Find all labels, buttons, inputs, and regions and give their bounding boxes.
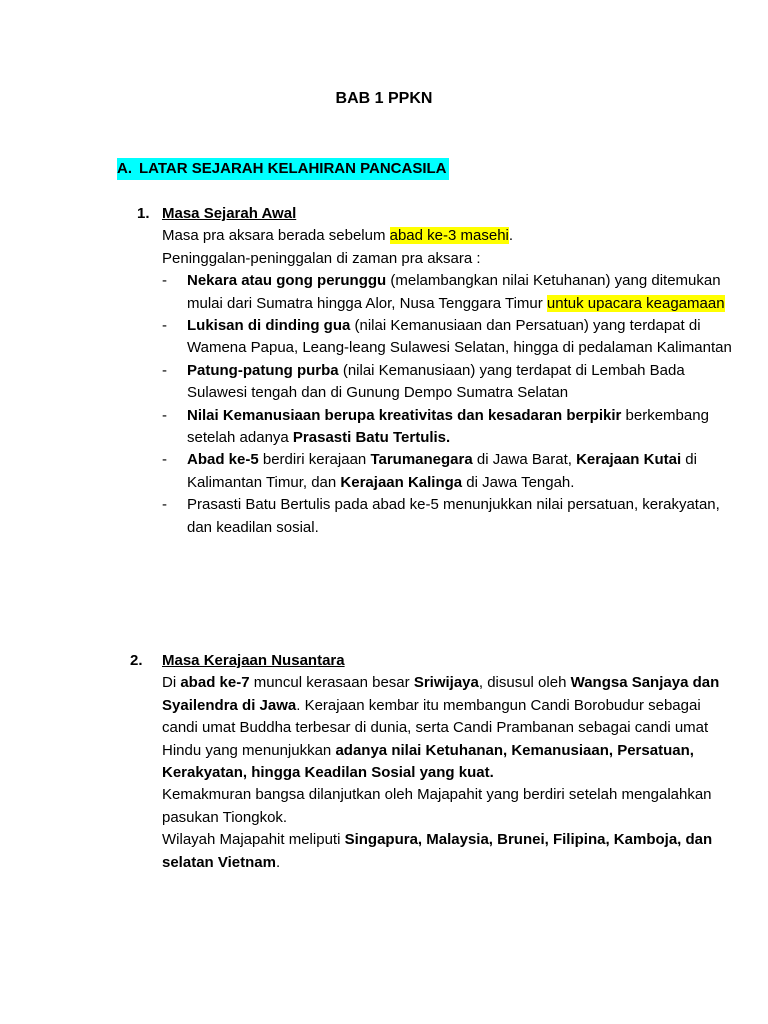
text-span: . bbox=[275, 853, 281, 871]
text-span: di Jawa Barat, bbox=[472, 451, 577, 469]
list-item: - Nekara atau gong perunggu (melambangkan nilai Ketuhanan) yang ditemukan mulai dari Sumatra hingga Alor, Nusa Tenggara Timur untuk upacara keagamaan bbox=[162, 272, 725, 312]
item-masa-kerajaan-nusantara bbox=[130, 650, 740, 874]
text-span: berdiri kerajaan bbox=[258, 451, 371, 469]
bold-text: Prasasti Batu Tertulis. bbox=[292, 429, 451, 447]
list-item: - Patung-patung purba (nilai Kemanusiaan) yang terdapat di Lembah Bada Sulawesi tengah dan di Gunung Dempo Sumatra Selatan bbox=[162, 361, 685, 402]
bold-text: Wangsa Sanjaya dan Syailendra di Jawa bbox=[162, 674, 720, 714]
bold-text: Abad ke-5 bbox=[187, 451, 259, 469]
text-span: (melambangkan nilai Ketuhanan) yang ditemukan mulai dari Sumatra hingga Alor, Nusa Tenggara Timur bbox=[187, 272, 721, 312]
bold-text: adanya nilai Ketuhanan, Kemanusiaan, Persatuan, Kerakyatan, hingga Keadilan Sosial yang kuat. bbox=[162, 741, 694, 782]
bold-text: Nekara atau gong perunggu bbox=[187, 272, 387, 290]
bold-text: Kerajaan Kutai bbox=[576, 451, 682, 469]
item-number: 1. bbox=[137, 205, 150, 222]
bold-text: Singapura, Malaysia, Brunei, Filipina, Kamboja, dan selatan Vietnam bbox=[162, 831, 713, 871]
bold-text: Lukisan di dinding gua bbox=[187, 317, 351, 335]
text-span: . bbox=[508, 227, 514, 245]
list-item: - Abad ke-5 berdiri kerajaan Tarumanegara di Jawa Barat, Kerajaan Kutai di Kalimantan Timur, dan Kerajaan Kalinga di Jawa Tengah. bbox=[162, 451, 697, 491]
list-item: - Prasasti Batu Bertulis pada abad ke-5 menunjukkan nilai persatuan, kerakyatan, dan keadilan sosial. bbox=[162, 496, 720, 536]
highlighted-text: abad ke-3 masehi bbox=[389, 227, 509, 245]
paragraph bbox=[162, 225, 737, 247]
text-span: Masa pra aksara berada sebelum bbox=[162, 227, 390, 245]
bold-text: Patung-patung purba bbox=[187, 361, 339, 379]
text-span: Prasasti Batu Bertulis pada abad ke-5 menunjukkan nilai persatuan, kerakyatan, dan keadilan sosial. bbox=[187, 496, 720, 536]
bullet-list bbox=[162, 270, 737, 539]
text-span: berkembang setelah adanya bbox=[187, 406, 709, 447]
paragraph bbox=[162, 672, 740, 784]
section-title: LATAR SEJARAH KELAHIRAN PANCASILA bbox=[139, 160, 447, 177]
text-span: muncul kerasaan besar bbox=[249, 674, 414, 692]
paragraph bbox=[162, 829, 740, 874]
text-span: Di bbox=[162, 674, 181, 692]
bold-text: Sriwijaya bbox=[413, 674, 479, 692]
text-span: . Kerajaan kembar itu membangun Candi Borobudur sebagai candi umat Buddha terbesar di dunia, serta Candi Prambanan sebagai candi umat Hindu yang menunjukkan bbox=[162, 696, 709, 759]
bold-text: abad ke-7 bbox=[180, 674, 250, 692]
item-title: Masa Sejarah Awal bbox=[162, 205, 297, 222]
paragraph: Peninggalan-peninggalan di zaman pra aksara : bbox=[162, 249, 481, 267]
text-span: di Jawa Tengah. bbox=[462, 473, 575, 491]
text-span: Wilayah Majapahit meliputi bbox=[162, 831, 345, 849]
bold-text: Tarumanegara bbox=[370, 451, 473, 469]
text-span: (nilai Kemanusiaan dan Persatuan) yang terdapat di Wamena Papua, Leang-leang Sulawesi Selatan, hingga di pedalaman Kalimantan bbox=[187, 317, 732, 357]
bold-text: Nilai Kemanusiaan berupa kreativitas dan kesadaran berpikir bbox=[187, 406, 622, 424]
paragraph: Kemakmuran bangsa dilanjutkan oleh Majapahit yang berdiri setelah mengalahkan pasukan Tiongkok. bbox=[162, 786, 712, 826]
text-span: (nilai Kemanusiaan) yang terdapat di Lembah Bada Sulawesi tengah dan di Gunung Dempo Sumatra Selatan bbox=[187, 361, 685, 402]
item-title: Masa Kerajaan Nusantara bbox=[162, 652, 345, 669]
section-letter: A. bbox=[117, 160, 132, 177]
bold-text: Kerajaan Kalinga bbox=[340, 473, 463, 491]
item-masa-sejarah-awal bbox=[137, 203, 737, 539]
text-span: , disusul oleh bbox=[478, 674, 571, 692]
item-number: 2. bbox=[130, 652, 143, 669]
list-item: - Lukisan di dinding gua (nilai Kemanusiaan dan Persatuan) yang terdapat di Wamena Papua, Leang-leang Sulawesi Selatan, hingga di pedalaman Kalimantan bbox=[162, 317, 732, 357]
page-title: BAB 1 PPKN bbox=[335, 90, 433, 107]
highlighted-text: untuk upacara keagamaan bbox=[546, 294, 725, 312]
list-item: - Nilai Kemanusiaan berupa kreativitas dan kesadaran berpikir berkembang setelah adanya Prasasti Batu Tertulis. bbox=[162, 406, 709, 447]
section-heading bbox=[117, 158, 449, 180]
text-span: di Kalimantan Timur, dan bbox=[187, 451, 697, 491]
